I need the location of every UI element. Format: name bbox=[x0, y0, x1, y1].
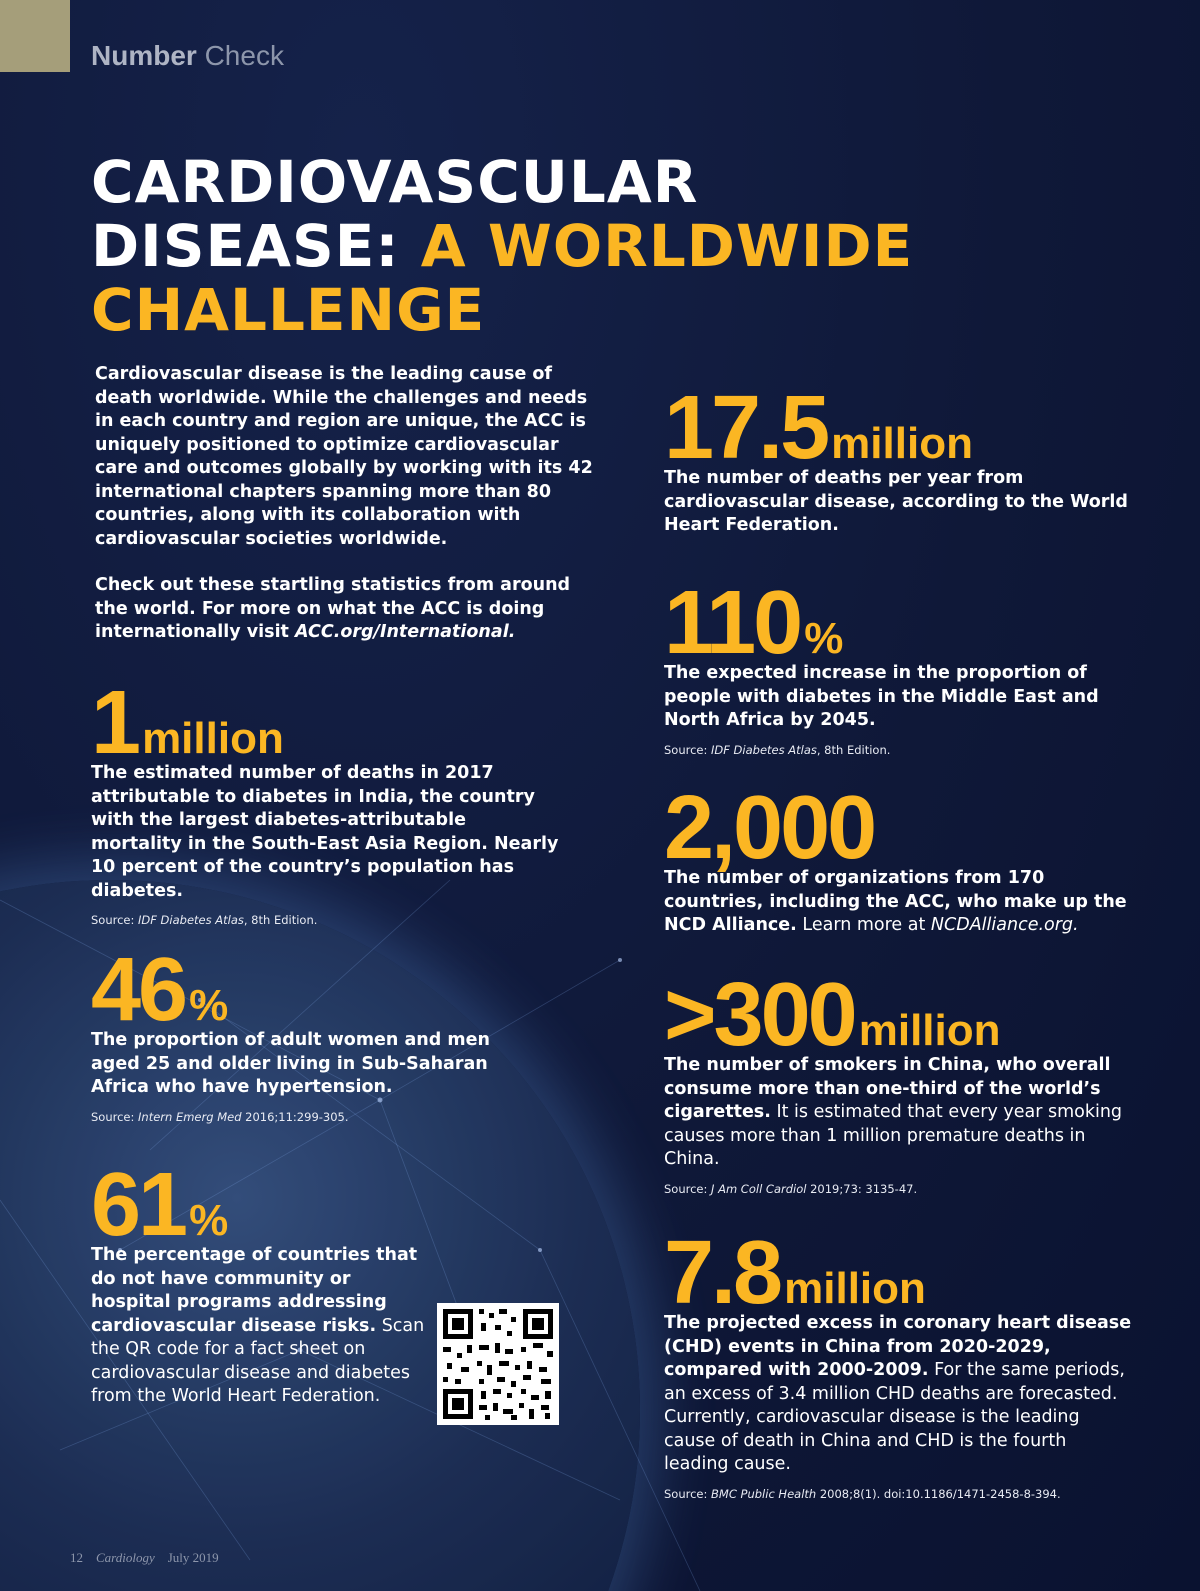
title-line-1: CARDIOVASCULAR bbox=[91, 148, 699, 216]
stat-china-chd-events bbox=[664, 1223, 1134, 1501]
section-label-bold: Number bbox=[91, 40, 197, 71]
stat-number: 46% bbox=[91, 940, 229, 1040]
issue-date: July 2019 bbox=[167, 1550, 219, 1565]
stat-description: The percentage of countries that do not have community or hospital programs addressing cardiovascular disease risks. Scan the QR code for a fact sheet on cardiovascular disease and diabetes from the World Heart Federation. bbox=[91, 1245, 425, 1406]
stat-cvd-deaths-per-year bbox=[664, 378, 1134, 538]
stat-number: >300million bbox=[664, 965, 1001, 1065]
acc-international-link[interactable]: ACC.org/International. bbox=[295, 622, 516, 642]
title-line-2-yellow: A WORLDWIDE bbox=[420, 212, 914, 280]
stat-ncd-alliance-organizations bbox=[664, 778, 1134, 938]
stat-africa-hypertension bbox=[91, 940, 541, 1124]
stat-source: Source: IDF Diabetes Atlas, 8th Edition. bbox=[91, 913, 318, 927]
stat-number: 7.8million bbox=[664, 1223, 926, 1323]
title-line-2-white: DISEASE: bbox=[91, 212, 400, 280]
qr-code[interactable] bbox=[437, 1303, 559, 1425]
intro-paragraph-1: Cardiovascular disease is the leading cause of death worldwide. While the challenges and needs in each country and region are unique, the ACC is uniquely positioned to optimize cardiovascular care and outcomes globally by working with its 42 international chapters spanning more than 80 countries, along with its collaboration with cardiovascular societies worldwide. bbox=[95, 364, 593, 549]
stat-description: The number of smokers in China, who overall consume more than one-third of the world’s cigarettes. It is estimated that every year smoking causes more than 1 million premature deaths in China. bbox=[664, 1055, 1123, 1169]
ncd-alliance-link[interactable]: NCDAlliance.org. bbox=[930, 915, 1079, 935]
stat-description: The expected increase in the proportion of people with diabetes in the Middle East and North Africa by 2045. bbox=[664, 663, 1099, 730]
page-number: 12 bbox=[70, 1550, 83, 1565]
magazine-name: Cardiology bbox=[96, 1550, 155, 1565]
stat-description: The estimated number of deaths in 2017 attributable to diabetes in India, the country with the largest diabetes-attributable mortality in the South-East Asia Region. Nearly 10 percent of the country’s population has diabetes. bbox=[91, 763, 559, 901]
stat-description: The number of deaths per year from cardiovascular disease, according to the World Heart Federation. bbox=[664, 468, 1128, 535]
stat-china-smokers bbox=[664, 965, 1134, 1196]
stat-number: 110% bbox=[664, 573, 844, 673]
stat-description: The proportion of adult women and men aged 25 and older living in Sub-Saharan Africa who have hypertension. bbox=[91, 1030, 490, 1097]
stat-description: The number of organizations from 170 countries, including the ACC, who make up the NCD Alliance. Learn more at NCDAlliance.org. bbox=[664, 868, 1127, 935]
stat-mena-diabetes-increase bbox=[664, 573, 1134, 757]
qr-code-icon bbox=[437, 1303, 559, 1425]
stat-source: Source: Intern Emerg Med 2016;11:299-305. bbox=[91, 1109, 349, 1124]
stat-description: The projected excess in coronary heart disease (CHD) events in China from 2020-2029, compared with 2000-2009. For the same periods, an excess of 3.4 million CHD deaths are forecasted. Currently, cardiovascular disease is the leading cause of death in China and CHD is the fourth leading cause. bbox=[664, 1313, 1132, 1474]
stat-source: Source: BMC Public Health 2008;8(1). doi:10.1186/1471-2458-8-394. bbox=[664, 1486, 1061, 1501]
page-title bbox=[91, 150, 913, 342]
section-label-rest: Check bbox=[204, 40, 284, 71]
stat-number: 1million bbox=[91, 673, 284, 773]
intro-paragraph-2: Check out these startling statistics from around the world. For more on what the ACC is doing internationally visit ACC.org/International. bbox=[95, 575, 571, 642]
stat-number: 17.5million bbox=[664, 378, 973, 478]
section-label bbox=[91, 40, 284, 72]
page-footer bbox=[70, 1550, 219, 1566]
intro-text bbox=[95, 363, 595, 668]
corner-accent-block bbox=[0, 0, 70, 72]
stat-number: 61% bbox=[91, 1155, 229, 1255]
stat-source: Source: IDF Diabetes Atlas, 8th Edition. bbox=[664, 742, 891, 757]
stat-india-diabetes-deaths bbox=[91, 673, 561, 927]
title-line-3: CHALLENGE bbox=[91, 276, 486, 344]
stat-countries-no-programs bbox=[91, 1155, 426, 1409]
stat-source: Source: J Am Coll Cardiol 2019;73: 3135-47. bbox=[664, 1181, 918, 1196]
stat-number: 2,000 bbox=[664, 778, 875, 878]
